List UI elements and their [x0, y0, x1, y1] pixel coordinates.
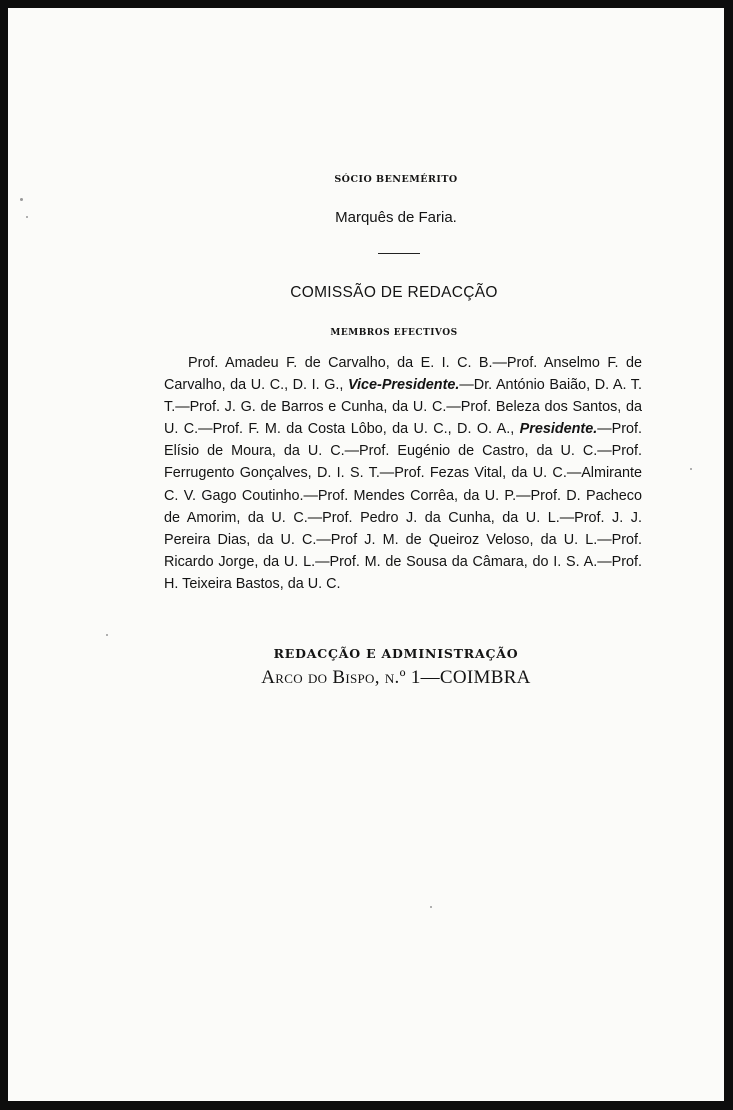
socio-benemerito-heading: SÓCIO BENEMÉRITO — [334, 174, 458, 185]
members-paragraph — [164, 352, 642, 595]
socio-benemerito-name: Marquês de Faria. — [335, 209, 457, 226]
paper-speck — [106, 634, 108, 636]
vice-presidente-label: Vice-Presidente. — [347, 377, 460, 394]
membros-efectivos-heading: MEMBROS EFECTIVOS — [330, 328, 458, 338]
members-text-part-2: —Dr. António Baião, D. A. T. T.—Prof. J. G. de Barros e Cunha, da U. C.—Prof. Beleza dos Santos, da U. C.—Prof. F. M. da Costa Lôbo, da U. C., D. O. A., — [164, 377, 642, 438]
document-page — [8, 8, 724, 1101]
members-text-part-3: —Prof. Elísio de Moura, da U. C.—Prof. Eugénio de Castro, da U. C.—Prof. Ferrugento Gonçalves, D. I. S. T.—Prof. Fezas Vital, da U. C.—Almirante C. V. Gago Coutinho.—Prof. Mendes Corrêa, da U. P.—Prof. D. Pacheco de Amorim, da U. C.—Prof. Pedro J. da Cunha, da U. L.—Prof. J. J. Pereira Dias, da U. C.—Prof J. M. de Queiroz Veloso, da U. L.—Prof. Ricardo Jorge, da U. L.—Prof. M. de Sousa da Câmara, do I. S. A.—Prof. H. Teixeira Bastos, da U. C. — [164, 421, 642, 592]
comissao-title: COMISSÃO DE REDACÇÃO — [290, 284, 498, 301]
members-text-part-1: Prof. Amadeu F. de Carvalho, da E. I. C. B.—Prof. Anselmo F. de Carvalho, da U. C., D. I. G., — [164, 355, 642, 394]
paper-speck — [690, 468, 692, 470]
redaccao-administracao-heading: REDACÇÃO E ADMINISTRAÇÃO — [273, 646, 519, 661]
presidente-label: Presidente. — [519, 421, 598, 438]
paper-speck — [20, 198, 23, 201]
paper-speck — [26, 216, 28, 218]
address-line: Arco do Bispo, n.º 1—COIMBRA — [261, 667, 531, 688]
section-divider — [378, 253, 420, 254]
paper-speck — [430, 906, 432, 908]
